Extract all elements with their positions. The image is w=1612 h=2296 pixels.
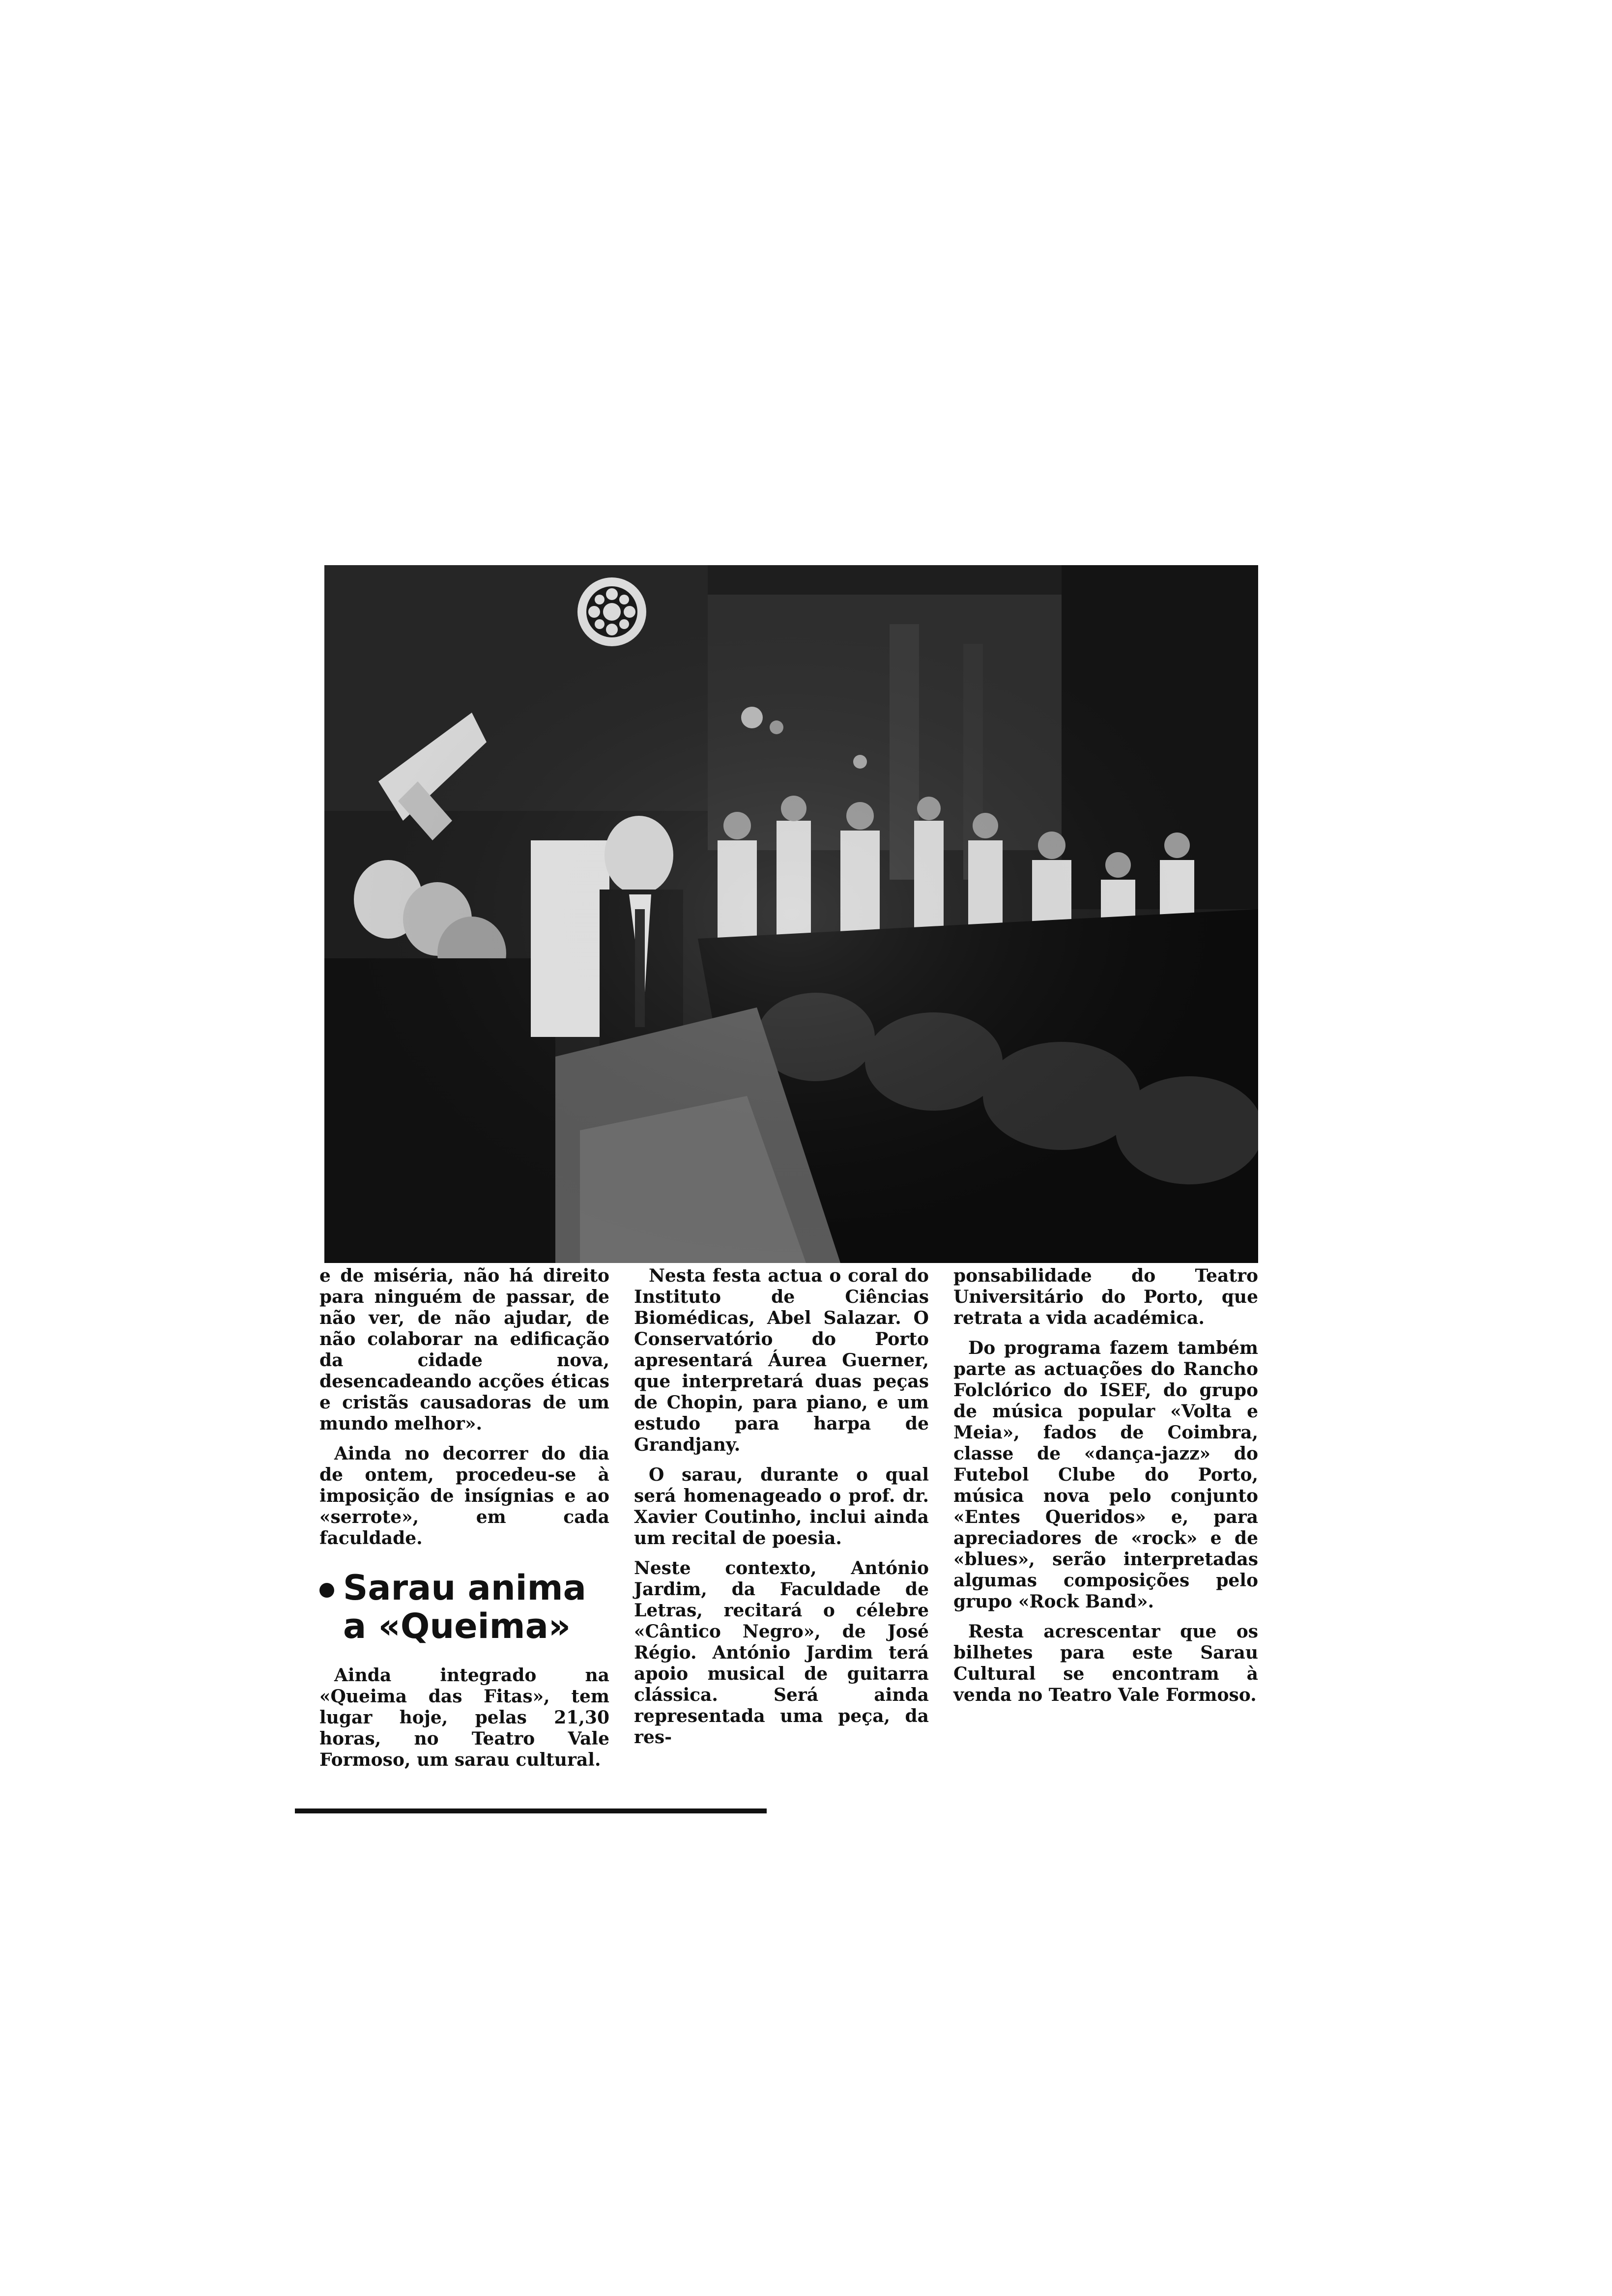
column-2: [634, 1265, 929, 1757]
photo-illustration: [324, 565, 1258, 1263]
column-3-paragraph-3: Resta acrescentar que os bilhetes para este Sarau Cultural se encontram à venda no Teatro Vale Formoso.: [953, 1621, 1258, 1705]
column-1-paragraph-3: Ainda integrado na «Queima das Fitas», tem lugar hoje, pelas 21,30 horas, no Teatro Vale Formoso, um sarau cultural.: [319, 1665, 609, 1770]
section-heading-line-1: Sarau anima: [343, 1568, 586, 1608]
newspaper-clipping: [295, 565, 1297, 1823]
bottom-rule: [295, 1808, 767, 1813]
column-3: [953, 1265, 1258, 1715]
column-1: [319, 1265, 609, 1779]
section-heading: [319, 1569, 609, 1645]
column-2-paragraph-3: Neste contexto, António Jardim, da Faculdade de Letras, recitará o célebre «Cântico Negro», de José Régio. António Jardim terá apoio musical de guitarra clássica. Será ainda representada uma peça, da res-: [634, 1558, 929, 1748]
column-2-paragraph-2: O sarau, durante o qual será homenageado o prof. dr. Xavier Coutinho, inclui ainda um recital de poesia.: [634, 1464, 929, 1549]
column-3-paragraph-2: Do programa fazem também parte as actuações do Rancho Folclórico do ISEF, do grupo de música popular «Volta e Meia», fados de Coimbra, classe de «dança-jazz» do Futebol Clube do Porto, música nova pelo conjunto «Entes Queridos» e, para apreciadores de «rock» e de «blues», serão interpretadas algumas composições pelo grupo «Rock Band».: [953, 1338, 1258, 1612]
column-1-paragraph-2: Ainda no decorrer do dia de ontem, procedeu-se à imposição de insígnias e ao «serrote», em cada faculdade.: [319, 1443, 609, 1549]
column-2-paragraph-1: Nesta festa actua o coral do Instituto de Ciências Biomédicas, Abel Salazar. O Conservatório do Porto apresentará Áurea Guerner, que interpretará duas peças de Chopin, para piano, e um estudo para harpa de Grandjany.: [634, 1265, 929, 1455]
section-heading-line-2: a «Queima»: [343, 1606, 571, 1646]
column-1-paragraph-1: e de miséria, não há direito para ninguém de passar, de não ver, de não ajudar, de não colaborar na edificação da cidade nova, desencadeando acções éticas e cristãs causadoras de um mundo melhor».: [319, 1265, 609, 1434]
column-3-paragraph-1: ponsabilidade do Teatro Universitário do Porto, que retrata a vida académica.: [953, 1265, 1258, 1328]
procession-photo: [324, 565, 1258, 1263]
bullet-icon: [319, 1583, 334, 1598]
